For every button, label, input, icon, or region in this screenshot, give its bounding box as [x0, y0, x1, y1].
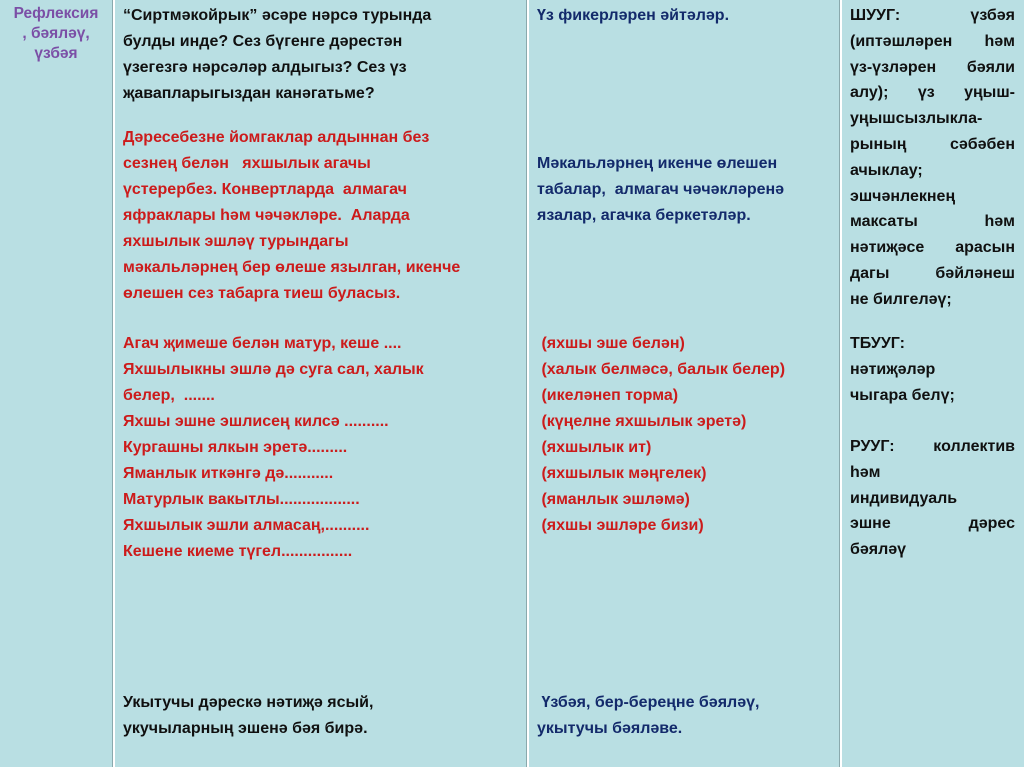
text-line: Мәкальләрнең икенче өлешен: [537, 155, 778, 172]
stage-title-line: үзбәя: [34, 45, 78, 62]
text-line: Үз фикерләрен әйтәләр.: [537, 7, 730, 24]
proverb-line: Яхшылык эшли алмасаң,..........: [123, 517, 370, 534]
proverb-line: Яманлык иткәнгә дә...........: [123, 465, 334, 482]
text-line: язалар, агачка беркетәләр.: [537, 207, 751, 224]
answer-line: (яхшылык ит): [537, 439, 652, 456]
outcome-line: дагы бәйләнеш: [850, 264, 1015, 282]
outcome-line: ачыклау;: [850, 161, 923, 179]
column-divider: [112, 0, 113, 767]
proverb-line: белер, .......: [123, 387, 215, 404]
proverb-beginnings: [123, 331, 526, 565]
answer-line: (икеләнеп торма): [537, 387, 679, 404]
outcome-line: рының сәбәбен: [850, 135, 1015, 153]
stage-title-line: , бәяләү,: [22, 25, 90, 42]
ruug-block: [850, 434, 1015, 563]
text-line: укучыларның эшенә бәя бирә.: [123, 720, 368, 737]
text-line: яфраклары һәм чәчәкләре. Аларда: [123, 207, 410, 224]
stage-title-line: Рефлексия: [13, 5, 99, 22]
answer-line: (күңелне яхшылык эретә): [537, 413, 747, 430]
shuug-block: [850, 3, 1015, 313]
teacher-task: [123, 125, 526, 307]
outcome-line: РУУГ: коллектив: [850, 438, 1015, 455]
answer-line: (халык белмәсә, балык белер): [537, 361, 786, 378]
answer-line: (яхшылык мәңгелек): [537, 465, 707, 482]
student-activity-column: [529, 0, 839, 767]
answer-line: (яманлык эшләмә): [537, 491, 690, 508]
column-divider: [526, 0, 527, 767]
outcome-line: һәм: [850, 463, 881, 481]
proverb-line: Агач җимеше белән матур, кеше ....: [123, 335, 402, 352]
teacher-activity-column: [115, 0, 526, 767]
outcome-line: нәтиҗәсе арасын: [850, 239, 1015, 257]
outcome-line: чыгара белү;: [850, 386, 955, 404]
proverb-line: Кургашны ялкын эретә.........: [123, 439, 348, 456]
text-line: үзегезгә нәрсәләр алдыгыз? Сез үз: [123, 59, 407, 76]
outcome-line: ТБУУГ:: [850, 335, 905, 352]
stage-title: [0, 0, 112, 64]
text-line: сезнең белән яхшылык агачы: [123, 155, 371, 172]
learning-outcomes-column: [842, 0, 1024, 767]
teacher-conclusion: [123, 690, 526, 742]
outcome-line: бәяләү: [850, 541, 907, 559]
outcome-line: үз-үзләрен бәяли: [850, 58, 1015, 76]
outcome-line: уңышсызлыкла-: [850, 110, 983, 128]
answer-line: (яхшы эшләре бизи): [537, 517, 704, 534]
outcome-line: эшчәнлекнең: [850, 187, 956, 205]
student-conclusion: [537, 690, 839, 742]
answer-line: (яхшы эше белән): [537, 335, 685, 352]
text-line: “Сиртмәкойрык” әсәре нәрсә турында: [123, 7, 432, 24]
outcome-line: нәтиҗәләр: [850, 360, 936, 378]
outcome-line: ШУУГ: үзбәя: [850, 7, 1015, 24]
text-line: үстерербез. Конвертларда алмагач: [123, 181, 407, 198]
student-task: [537, 151, 839, 229]
proverb-line: Кешене киеме түгел................: [123, 543, 353, 560]
outcome-line: алу); үз уңыш-: [850, 84, 1015, 102]
text-line: мәкальләрнең бер өлеше язылган, икенче: [123, 259, 461, 276]
column-divider: [839, 0, 840, 767]
text-line: Үзбәя, бер-береңне бәяләү,: [537, 694, 760, 711]
text-line: укытучы бәяләве.: [537, 720, 683, 737]
student-opinions: [537, 3, 839, 29]
proverb-line: Яхшы эшне эшлисең килсә ..........: [123, 413, 389, 430]
outcome-line: максаты һәм: [850, 213, 1015, 231]
outcome-line: индивидуаль: [850, 489, 958, 507]
outcome-line: (иптәшләрен һәм: [850, 32, 1015, 50]
text-line: табалар, алмагач чәчәкләренә: [537, 181, 785, 198]
text-line: булды инде? Сез бүгенге дәрестән: [123, 33, 403, 50]
proverb-endings: [537, 331, 839, 539]
stage-column: [0, 0, 112, 767]
text-line: яхшылык эшләү турындагы: [123, 233, 349, 250]
proverb-line: Матурлык вакытлы..................: [123, 491, 360, 508]
outcome-line: не билгеләү;: [850, 290, 952, 308]
tbuug-block: [850, 331, 1015, 408]
proverb-line: Яхшылыкны эшлә дә суга сал, халык: [123, 361, 424, 378]
outcome-line: эшне дәрес: [850, 515, 1015, 533]
text-line: җавапларыгыздан канәгатьме?: [123, 85, 375, 102]
text-line: Укытучы дәрескә нәтиҗә ясый,: [123, 694, 374, 711]
text-line: Дәресебезне йомгаклар алдыннан без: [123, 129, 430, 146]
text-line: өлешен сез табарга тиеш буласыз.: [123, 285, 401, 302]
teacher-questions: [123, 3, 526, 107]
